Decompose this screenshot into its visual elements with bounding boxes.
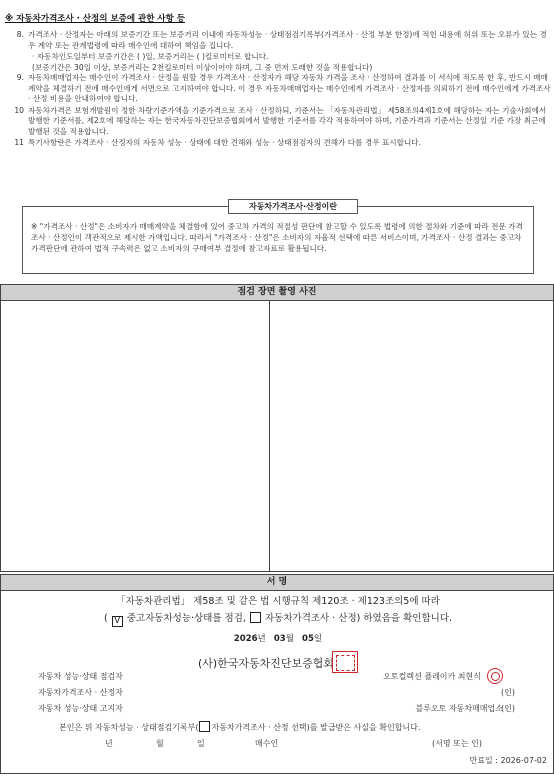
note-text: 자동차매매업자는 매수인이 가격조사 · 산정을 원할 경우 가격조사 · 산정자가 해당 자동차 가격을 조사 · 산정하여 결과를 이 서식에 적도록 한 후, 반드시 매매계약을 체결하기 전에 매수인에게 서면으로 고지하여야 합니다. 이 경우 자동차매매업자는 매수인에게 가격조사 · 산정자를 의뢰하기 전에 매수인에게 가격조사 · 산정 비용을 안내하여야 합니다. xyxy=(28,73,551,104)
organization-seal-icon xyxy=(332,651,358,673)
note-number: 10 xyxy=(14,105,24,115)
note-text: 가격조사 · 산정자는 아래의 보증기간 또는 보증거리 이내에 자동차성능 · 상태점검기록부(가격조사 · 산정 부분 한정)에 적힌 내용에 허위 또는 오류가 있는 경우 계약 또는 관계법령에 따라 매수인에 대하여 책임을 집니다. xyxy=(28,30,547,50)
date-day-unit: 일 xyxy=(313,634,323,644)
date-day: 05 xyxy=(302,634,314,644)
issuance-suffix: 자동차가격조사 · 산정 선택)를 발급받은 사실을 확인합니다. xyxy=(211,723,421,732)
expiry-date: 만료일 : 2026-07-02 xyxy=(469,756,547,765)
issuance-checkbox[interactable] xyxy=(199,721,210,732)
date-month-unit: 월 xyxy=(285,634,294,644)
buyer-sign-line xyxy=(1,739,554,751)
buyer-signature-placeholder: (서명 또는 인) xyxy=(432,739,482,748)
buyer-day-label: 일 xyxy=(197,739,205,748)
note-item-10 xyxy=(2,106,552,138)
price-assessment-checkbox-label: 자동차가격조사 · 산정) 하였음을 확인합니다. xyxy=(265,613,453,624)
law-reference: 「자동차관리법」 제58조 및 같은 법 시행규칙 제120조 · 제123조의5에 따라 xyxy=(116,596,440,607)
note-number: 9. xyxy=(16,73,24,83)
note-text: 자동차가격은 보험개발원이 정한 차량기준가액을 기준가격으로 조사 · 산정하되, 기준서는 「자동차관리법」 제58조의4제1호에 해당하는 자는 기술사회에서 발행한 기준서를, 제2호에 해당하는 자는 한국자동차진단보증협회에서 발행한 기준서를 각각 적용하여야 하며, 기준가격과 기준서는 산정일 기준 가장 최근에 발행된 것을 적용합니다. xyxy=(28,105,547,136)
warranty-period-line: · 자동차인도일부터 보증기간은 ( )일, 보증거리는 ( )킬로미터로 합니다. xyxy=(32,52,269,62)
photo-area xyxy=(0,301,554,572)
notifier-seal-placeholder: (인) xyxy=(501,704,515,713)
definition-title: 자동차가격조사·산정이란 xyxy=(228,199,358,214)
note-number: 8. xyxy=(16,30,24,40)
photo-section-header: 점검 장면 촬영 사진 xyxy=(0,284,554,301)
inspection-checkbox-label: 중고자동차성능·상태를 점검, xyxy=(126,613,246,624)
inspector-row xyxy=(1,672,554,684)
organization-line xyxy=(1,651,554,673)
issuance-confirmation xyxy=(59,721,420,733)
note-item-9 xyxy=(2,73,552,105)
buyer-month-label: 월 xyxy=(156,739,164,748)
signature-section-header: 서 명 xyxy=(0,574,554,591)
warranty-notes-title: ※ 자동차가격조사 · 산정의 보증에 관한 사항 등 xyxy=(5,14,186,24)
organization-name: (사)한국자동차진단보증협회 xyxy=(197,657,335,670)
buyer-year-label: 년 xyxy=(105,739,113,748)
date-month: 03 xyxy=(273,634,286,644)
note-number: 11 xyxy=(14,138,24,148)
assessor-seal-placeholder: (인) xyxy=(501,688,515,697)
inspector-value: 오토컬렉션 플레이카 최현식 xyxy=(383,672,481,681)
notifier-row xyxy=(1,704,554,716)
note-item-8 xyxy=(2,30,552,51)
inspector-seal-icon xyxy=(487,668,503,684)
price-assessment-checkbox[interactable] xyxy=(250,612,261,623)
inspection-checkbox[interactable]: V xyxy=(112,616,123,627)
confirmation-line xyxy=(1,612,554,627)
photo-divider xyxy=(269,301,270,571)
warranty-period-note: (보증기간은 30일 이상, 보증거리는 2천킬로미터 이상이어야 하며, 그 중 먼저 도래한 것을 적용합니다) xyxy=(32,62,373,72)
assessor-label: 자동차가격조사 · 산정자 xyxy=(38,688,123,697)
issuance-prefix: 본인은 위 자동차성능 · 상태점검기록부( xyxy=(59,723,199,732)
notifier-label: 자동차 성능·상태 고지자 xyxy=(38,704,123,713)
date-year: 2026 xyxy=(233,634,258,644)
note-text: 특기사항란은 가격조사 · 산정자의 자동차 성능 · 상태에 대한 견해와 성능 · 상태점검자의 견해가 다를 경우 표시합니다. xyxy=(28,138,422,148)
warranty-notes-section xyxy=(2,14,552,192)
price-assessment-definition-box xyxy=(22,202,534,274)
note-item-11 xyxy=(2,138,552,149)
assessor-row xyxy=(1,688,554,700)
inspection-date xyxy=(1,634,554,645)
definition-text: ※ "가격조사 · 산정"은 소비자가 매매계약을 체결함에 있어 중고차 가격의 적절성 판단에 참고할 수 있도록 법령에 의한 절차와 기준에 따라 전문 가격조사 · 산정인이 객관적으로 제시한 가액입니다. 따라서 "가격조사 · 산정"은 소비자의 자율적 선택에 따른 서비스이며, 가격조사 · 산정 결과는 중고차 가격판단에 관하여 법적 구속력은 없고 소비자의 구매여부 결정에 참고자료로 활용됩니다. xyxy=(31,222,523,253)
date-year-unit: 년 xyxy=(257,634,266,644)
paren-open: ( xyxy=(103,613,108,624)
inspector-label: 자동차 성능·상태 점검자 xyxy=(38,672,123,681)
warranty-notes-list xyxy=(2,30,552,149)
notifier-value: 블루오토 자동차매매업소 xyxy=(415,704,503,713)
signature-area xyxy=(0,591,554,774)
buyer-label: 매수인 xyxy=(255,739,279,748)
